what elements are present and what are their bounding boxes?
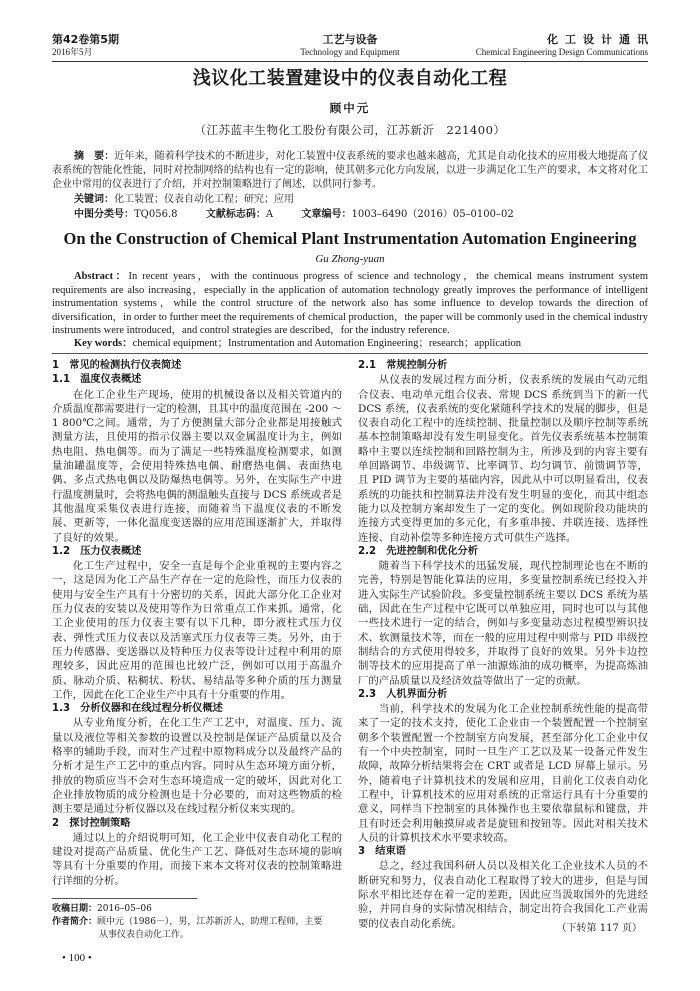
abstract-en-label: Abstract： bbox=[74, 271, 129, 282]
left-column bbox=[52, 359, 342, 888]
keywords-en bbox=[52, 337, 648, 351]
footnote-rule bbox=[52, 898, 197, 899]
heading-2: 2 探讨控制策略 bbox=[52, 817, 131, 829]
heading-1-2: 1.2 压力仪表概述 bbox=[52, 545, 142, 557]
keywords-cn-text: 化工装置；仪表自动化工程；研究；应用 bbox=[114, 194, 294, 205]
author-bio-line bbox=[52, 916, 342, 929]
paragraph-2-2: 随着当下科学技术的迅猛发展，现代控制理论也在不断的完善，特别是智能化算法的应用，多变量控制系统已经投入并进入实际生产试验阶段。多变量控制系统主要以 DCS 系统为基础，因此在生产过程中它既可以单独应用，同时也可以与其他一些技术进行一定的结合，例如与多变量动态过程模型辨识技术、软测量技术等，而在一般的应用过程中则常与 PID 串级控制结合的方式使用得较多，并取得了良好的效果。另外卡边控制等技术的应用提高了单一油源炼油的成功概率，为提高炼油厂的产品质量以及经济效益等做出了一定的贡献。 bbox=[358, 560, 648, 687]
author-bio-text: 顾中元（1986－），男，江苏新沂人，助理工程师，主要 bbox=[97, 917, 323, 927]
heading-1: 1 常见的检测执行仪表简述 bbox=[52, 360, 182, 371]
classification-line bbox=[52, 208, 648, 222]
article-id-label: 文章编号： bbox=[301, 209, 352, 220]
author-bio-line-2: 从事仪表自动化工作。 bbox=[99, 930, 190, 940]
author-bio-label: 作者简介： bbox=[52, 917, 98, 927]
received-date: 2016–05–06 bbox=[97, 904, 152, 914]
paragraph-1-1: 在化工企业生产现场，使用的机械设备以及相关管道内的介质温度都需要进行一定的检测，且其中的温度范围在 -200 ～ 1 800℃之间。通常，为了方便测量大部分企业都是用接触式测量方法，且使用的指示仪器主要以双金属温度计为主，例如热电阻、热电偶等。而为了满足一些特殊温度检测要求，如测量油罐温度等，会使用特殊热电偶、耐磨热电偶、表面热电偶、多点式热电偶以及防爆热电偶等。另外，在实际生产中进行温度测量时，会将热电偶的测温触头直接与 DCS 系统或者是其他温度采集仪表进行连接，而随着当下温度仪表的不断发展、更新等，一体化温度变送器的应用范围逐渐扩大，并取得了良好的效果。 bbox=[52, 388, 342, 544]
article-title-en: On the Construction of Chemical Plant Instrumentation Automation Engineering bbox=[63, 229, 637, 248]
header-section-cn: 工艺与设备 bbox=[322, 33, 378, 46]
doc-code-value: A bbox=[265, 209, 274, 220]
header-date: 2016年5月 bbox=[52, 47, 93, 57]
article-title-cn: 浅议化工装置建设中的仪表自动化工程 bbox=[192, 68, 508, 89]
footnote bbox=[52, 898, 342, 942]
paragraph-2-3: 当前，科学技术的发展为化工企业控制系统性能的提高带来了一定的技术支持，使化工企业由一个装置配置一个控制室朝多个装置配置一个控制室方向发展，甚至部分化工企业中仅有一个中央控制室，同时一旦生产工艺以及某一设备元件发生故障，故障分析结果将会在 CRT 或者是 LCD 屏幕上显示。另外，随着电子计算机技术的发展和应用，目前化工仪表自动化工程中，计算机技术的应用对系统的正常运行具有十分重要的意义，同样当下控制室的具体操作也主要依靠鼠标和键盘，并且有时还会利用触摸屏或者是旋钮和按钮等。因此对相关技术人员的计算机技术水平要求较高。 bbox=[358, 703, 648, 844]
header-volume-block bbox=[52, 34, 119, 58]
received-label: 收稿日期： bbox=[52, 904, 98, 914]
heading-1-1: 1.1 温度仪表概述 bbox=[52, 374, 142, 386]
paragraph-3: 总之，经过我国科研人员以及相关化工企业技术人员的不断研究和努力，仪表自动化工程取得了较大的进步，但是与国际水平相比还存在着一定的差距，因此应当汲取国外的先进经验，并同自身的实际情况相结合，制定出符合我国化工产业需要的仪表自动化系统。 bbox=[358, 860, 648, 930]
heading-2-1: 2.1 常规控制分析 bbox=[358, 360, 448, 371]
body-rule bbox=[52, 353, 648, 354]
author-en: Gu Zhong-yuan bbox=[315, 253, 385, 265]
article-id-value: 1003–6490（2016）05–0100–02 bbox=[351, 209, 514, 220]
header-rule bbox=[52, 61, 648, 62]
keywords-en-text: chemical equipment；Instrumentation and Automation Engineering；research；application bbox=[132, 338, 522, 349]
paragraph-1-2: 化工生产过程中，安全一直是每个企业重视的主要内容之一，这是因为化工产品生产存在一定的危险性，而压力仪表的使用与安全生产具有十分密切的关系，因此大部分化工企业对压力仪表的安装以及使用等作为日常重点工作来抓。通常，化工企业使用的压力仪表主要有以下几种，即分液柱式压力仪表、弹性式压力仪表以及活塞式压力仪表等三类。另外，由于压力传感器、变送器以及特种压力仪表等设计过程中利用的原理较多，因此应用的范围也比较广泛，例如可以用于高温介质、脉动介质、粘稠状、粉状、易结晶等多种介质的压力测量工作，因此在化工企业生产中具有十分重要的作用。 bbox=[52, 560, 342, 701]
header-journal-cn: 化工设计通讯 bbox=[547, 33, 655, 46]
header-section-block bbox=[250, 34, 450, 58]
author-cn: 顾中元 bbox=[329, 101, 371, 115]
received-date-line bbox=[52, 903, 342, 916]
heading-1-3: 1.3 分析仪器和在线过程分析仪概述 bbox=[52, 703, 223, 715]
keywords-cn-label: 关键词： bbox=[74, 194, 114, 205]
header-journal-en: Chemical Engineering Design Communications bbox=[475, 47, 648, 57]
clc-label: 中图分类号： bbox=[74, 209, 134, 220]
heading-2-3: 2.3 人机界面分析 bbox=[358, 688, 448, 700]
abstract-en-text: In recent years，with the continuous progress of science and technology，the chemical means instrument system requirements are also increasing，especially in the application of automation technology greatly improves the performance of intelligent instrumentation systems，while the control structure of the network also has some influence to develop towards the direction of diversification，in order to further meet the requirements of chemical production，the paper will be commonly used in the chemical industry instruments were introduced，and control strategies are described，for the industry reference. bbox=[52, 271, 649, 336]
right-column bbox=[358, 359, 648, 931]
affiliation-cn: （江苏蓝丰生物化工股份有限公司，江苏新沂 221400） bbox=[194, 123, 506, 137]
clc-value: TQ056.8 bbox=[134, 209, 178, 220]
paragraph-1-3: 从专业角度分析，在化工生产工艺中，对温度、压力、流量以及液位等相关参数的设置以及控制是保证产品质量以及合格率的辅助手段，而对生产过程中原物料成分以及最终产品的分析才是生产工艺中的重点内容。同时从生态环境方面分析，排放的物质应当不会对生态环境造成一定的破坏，因此对化工企业排放物质的成分检测也是十分必要的，而对这些物质的检测主要是通过分析仪器以及在线过程分析仪来实现的。 bbox=[52, 717, 342, 816]
heading-3: 3 结束语 bbox=[358, 846, 406, 858]
page-number: • 100 • bbox=[62, 952, 92, 964]
continued-note: （下转第 117 页） bbox=[556, 923, 642, 934]
paragraph-2-1: 从仪表的发展过程方面分析，仪表系统的发展由气动元组合仪表、电动单元组合仪表、常规 DCS 系统到当下的新一代DCS 系统，仪表系统的变化紧随科学技术的发展的脚步，但是仪表自动化工程中的连续控制、批量控制以及顺序控制等系统基本控制策略却没有发生明显变化。首先仪表系统基本控制策略中主要以连续控制和回路控制为主，所涉及到的内容主要有单回路调节、串级调节、比率调节、均匀调节、前馈调节等，且 PID 调节为主要的基础内容，因此从中可以明显看出，仪表系统的功能扶和控制算法并没有发生明显的变化，而其中组态能力以及控制方案却发生了一定的变化。例如现阶段功能块的连接方式变得更加的多元化，有多重串接、并联连接、选择性连接、自动补偿等多种连接方式可供生产选择。 bbox=[358, 374, 648, 544]
header-volume: 第42卷第5期 bbox=[52, 33, 119, 46]
header-section-en: Technology and Equipment bbox=[300, 47, 400, 57]
keywords-cn bbox=[52, 193, 648, 207]
paragraph-2: 通过以上的介绍说明可知，化工企业中仪表自动化工程的建设对提高产品质量、优化生产工艺、降低对生态环境的影响等具有十分重要的作用，而接下来本文将对仪表的控制策略进行详细的分析。 bbox=[52, 831, 342, 887]
keywords-en-label: Key words： bbox=[74, 338, 133, 349]
heading-2-2: 2.2 先进控制和优化分析 bbox=[358, 545, 478, 557]
abstract-en bbox=[52, 270, 648, 338]
header-journal-block bbox=[475, 33, 655, 58]
doc-code-label: 文献标志码： bbox=[205, 209, 266, 220]
abstract-cn bbox=[52, 150, 648, 192]
abstract-cn-text: 近年来，随着科学技术的不断进步，对化工装置中仪表系统的要求也越来越高，尤其是自动化技术的应用极大地提高了仪表系统的智能化性能，同时对控制网络的结构也有一定的影响，使其朝多元化方向发展，以进一步满足化工生产的要求，本文将对化工企业中常用的仪表进行了介绍，并对控制策略进行了阐述，以供同行参考。 bbox=[52, 151, 649, 190]
abstract-cn-label: 摘 要： bbox=[74, 151, 115, 162]
